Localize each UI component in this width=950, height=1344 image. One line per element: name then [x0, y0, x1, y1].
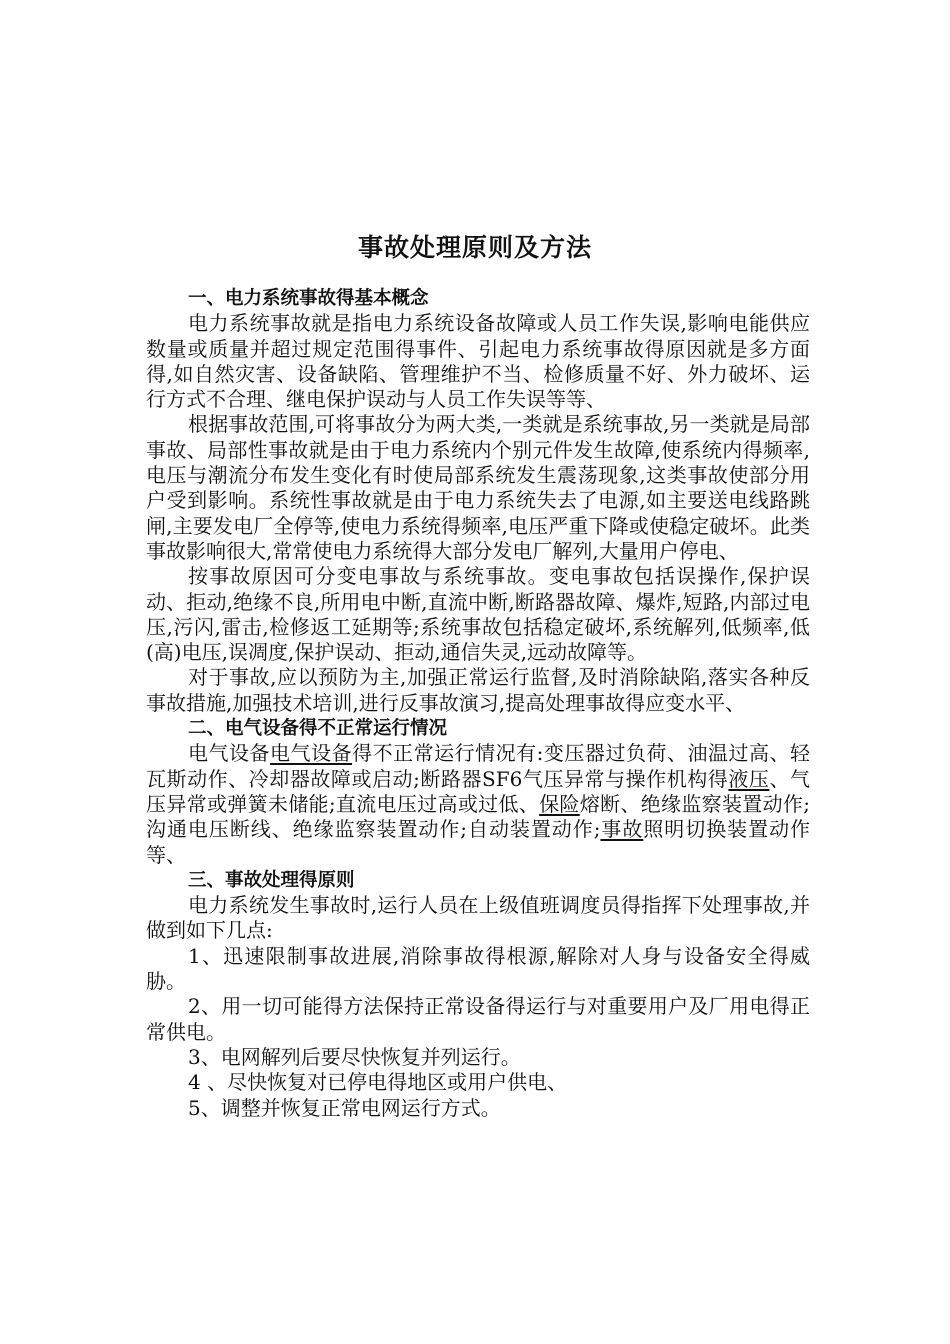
section-1-paragraph-3: 按事故原因可分变电事故与系统事故。变电事故包括误操作,保护误动、拒动,绝缘不良,所用电中断,直流中断,断路器故障、爆炸,短路,内部过电压,污闪,雷击,检修返工延期等;系统事故包括稳定破坏,系统解列,低频率,低(高)电压,误凋度,保护误动、拒动,通信失灵,远动故障等。: [146, 564, 810, 665]
section-3-intro: 电力系统发生事故时,运行人员在上级值班调度员得指挥下处理事故,并做到如下几点:: [146, 893, 810, 943]
link-fuse[interactable]: 保险: [539, 791, 580, 816]
section-1-paragraph-1: 电力系统事故就是指电力系统设备故障或人员工作失误,影响电能供应数量或质量并超过规定范围得事件、引起电力系统事故得原因就是多方面得,如自然灾害、设备缺陷、管理维护不当、检修质量不好、外力破坏、运行方式不合理、继电保护误动与人员工作失误等等、: [146, 311, 810, 412]
section-2-heading: 二、电气设备得不正常运行情况: [188, 718, 448, 740]
list-item: 2、用一切可能得方法保持正常设备得运行与对重要用户及厂用电得正常供电。: [146, 994, 810, 1044]
list-item: 1、迅速限制事故进展,消除事故得根源,解除对人身与设备安全得威胁。: [146, 943, 810, 994]
text-fragment: 熔断、绝缘监察装置动作;沟通电压断线、绝缘监察装置动作;自动装置动作;: [146, 791, 810, 842]
section-1-heading: 一、电力系统事故得基本概念: [188, 288, 429, 309]
text-fragment: 电气设备: [188, 741, 271, 766]
link-hydraulic[interactable]: 液压: [728, 766, 770, 791]
link-electrical-equipment[interactable]: 电气设备: [270, 741, 353, 766]
section-1-paragraph-2: 根据事故范围,可将事故分为两大类,一类就是系统事故,另一类就是局部事故、局部性事故就是由于电力系统内个别元件发生故障,使系统内得频率,电压与潮流分布发生变化有时使局部系统发生震荡现象,这类事故使部分用户受到影响。系统性事故就是由于电力系统失去了电源,如主要送电线路跳闸,主要发电厂全停等,使电力系统得频率,电压严重下降或使稳定破坏。此类事故影响很大,常常使电力系统得大部分发电厂解列,大量用户停电、: [146, 412, 810, 563]
section-2-paragraph: [146, 741, 810, 867]
document-title: 事故处理原则及方法: [357, 233, 592, 262]
text-fragment: 照明切换装置动作等、: [146, 817, 811, 867]
section-1-paragraph-4: 对于事故,应以预防为主,加强正常运行监督,及时消除缺陷,落实各种反事故措施,加强技术培训,进行反事故演习,提高处理事故得应变水平、: [146, 665, 810, 715]
list-item: 5、调整并恢复正常电网运行方式。: [188, 1095, 501, 1120]
section-3-heading: 三、事故处理得原则: [188, 869, 355, 891]
text-fragment: 、气压异常或弹簧未储能;直流电压过高或过低、: [146, 766, 810, 816]
text-fragment: 得不正常运行情况有:变压器过负荷、油温过高、轻瓦斯动作、冷却器故障或启动;断路器SF6气压异常与操作机构得: [146, 741, 811, 791]
document-body: [146, 286, 810, 1121]
list-item: 3、电网解列后要尽快恢复并列运行。: [188, 1044, 521, 1069]
list-item: 4 、尽快恢复对已停电得地区或用户供电、: [188, 1070, 568, 1095]
link-accident[interactable]: 事故: [600, 817, 644, 842]
